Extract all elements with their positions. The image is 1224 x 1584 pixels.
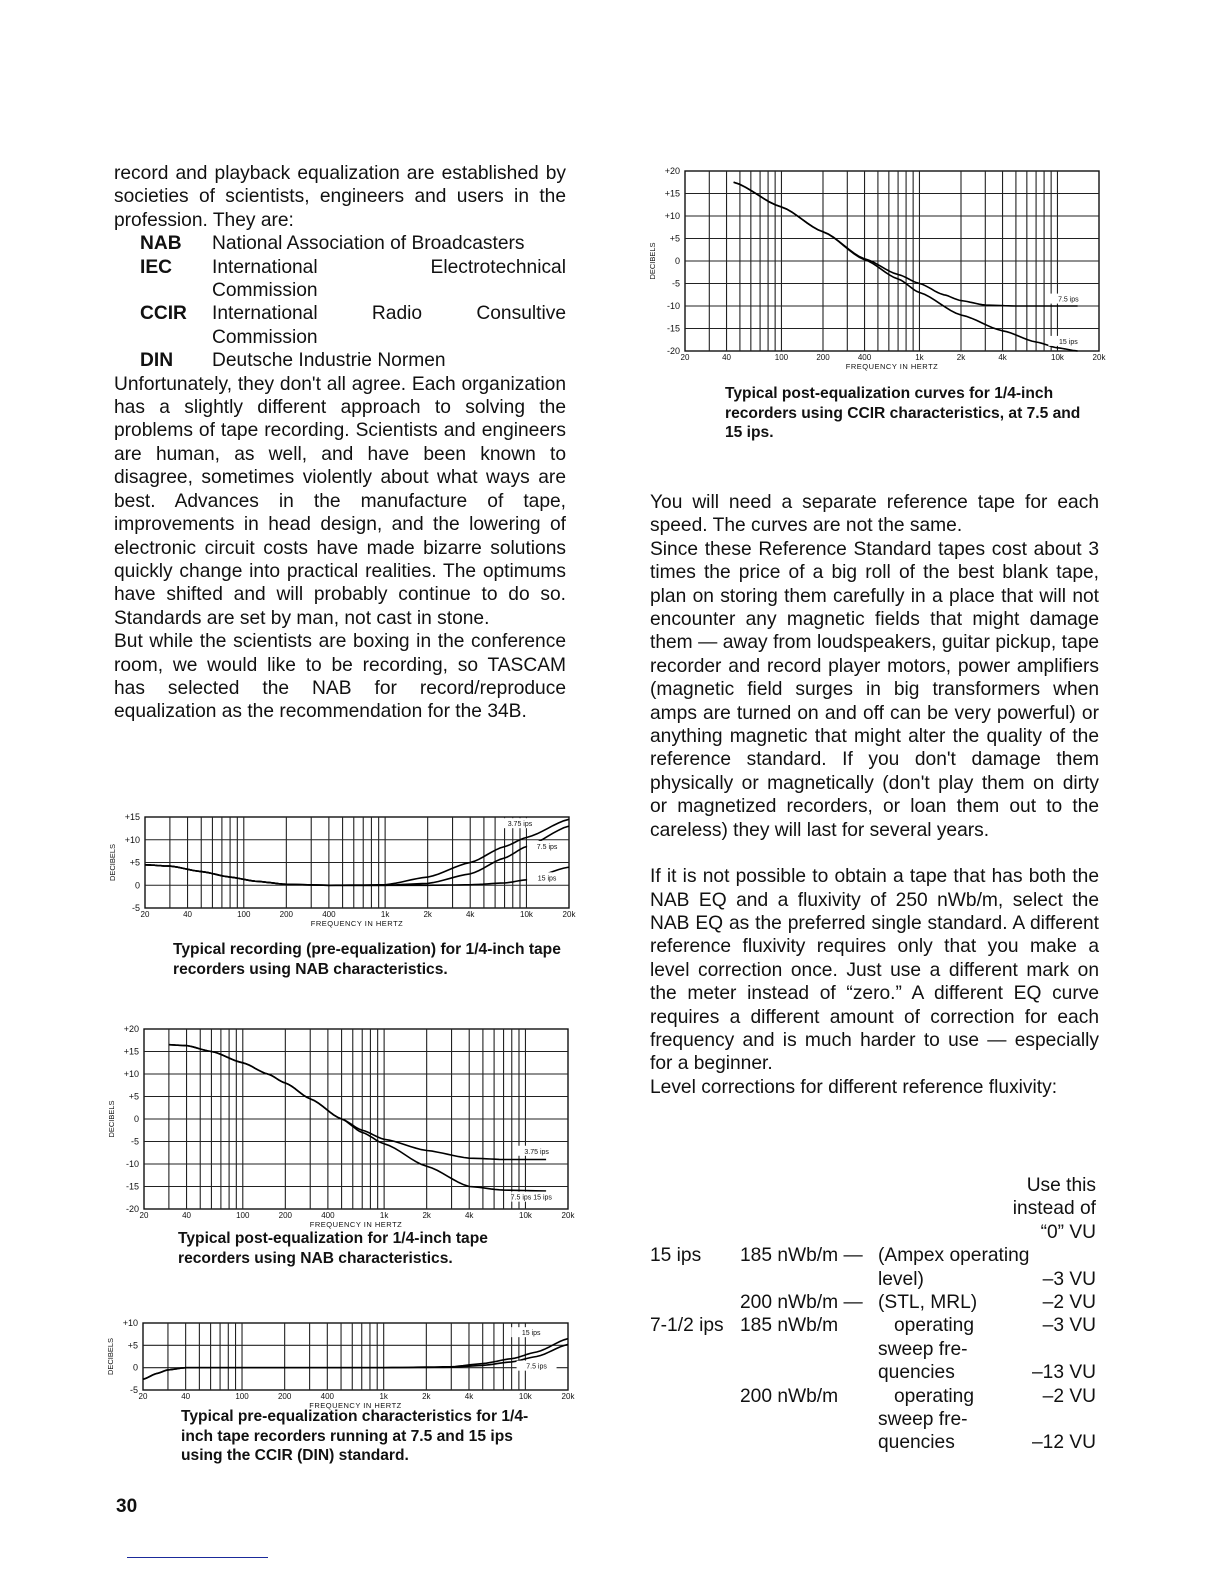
svg-text:200: 200 bbox=[816, 353, 830, 362]
svg-text:+5: +5 bbox=[669, 233, 680, 244]
svg-text:+10: +10 bbox=[122, 1318, 138, 1328]
table-row bbox=[650, 1408, 1096, 1431]
svg-text:+10: +10 bbox=[124, 834, 140, 845]
svg-text:+20: +20 bbox=[123, 1024, 139, 1034]
abbreviation-definition: International Radio Consultive Commission bbox=[212, 303, 566, 348]
svg-text:1k: 1k bbox=[379, 1392, 388, 1401]
svg-text:4k: 4k bbox=[998, 353, 1007, 362]
abbreviation-definition: National Association of Broadcasters bbox=[212, 233, 525, 255]
svg-text:+5: +5 bbox=[127, 1340, 138, 1351]
tape-speed: 15 ips bbox=[650, 1245, 702, 1267]
svg-text:0: 0 bbox=[133, 1114, 139, 1124]
svg-text:3.75 ips: 3.75 ips bbox=[524, 1148, 549, 1156]
fluxivity: 185 nWb/m — bbox=[740, 1245, 863, 1267]
nab-pre-equalization-caption: Typical recording (pre-equalization) for 1/4-inch tape recorders using NAB characteristics. bbox=[173, 941, 561, 978]
svg-text:FREQUENCY IN HERTZ: FREQUENCY IN HERTZ bbox=[310, 919, 404, 928]
svg-text:10k: 10k bbox=[1051, 353, 1064, 362]
table-header-row bbox=[650, 1174, 1096, 1197]
reference-tape-paragraph: You will need a separate reference tape for each speed. The curves are not the same. bbox=[650, 492, 1099, 537]
description: quencies bbox=[878, 1362, 955, 1384]
svg-text:400: 400 bbox=[857, 353, 872, 362]
abbreviation: NAB bbox=[140, 233, 182, 255]
table-row bbox=[650, 1291, 1096, 1314]
svg-text:DECIBELS: DECIBELS bbox=[648, 242, 657, 280]
table-row bbox=[650, 1268, 1096, 1291]
disagreement-paragraph: Unfortunately, they don't all agree. Each organization has a slightly different approach to solving the problems of tape recording. Scientists and engineers are human, as well, and have been known to disagree, sometimes violently about what ways are best. Advances in the manufacture of tape, improvements in head design, and the lowering of electronic circuit costs have made bizarre solutions quickly change into practical realities. The optimums have shifted and will probably continue to do so. Standards are set by man, not cast in stone. bbox=[114, 373, 566, 629]
svg-text:+20: +20 bbox=[664, 166, 680, 176]
svg-text:20: 20 bbox=[680, 353, 690, 362]
svg-text:-20: -20 bbox=[125, 1204, 139, 1214]
svg-text:FREQUENCY IN HERTZ: FREQUENCY IN HERTZ bbox=[309, 1401, 402, 1410]
ccir-post-equalization-caption: Typical post-equalization curves for 1/4-inch recorders using CCIR characteristics, at 7.5 and 15 ips. bbox=[725, 385, 1081, 441]
svg-text:400: 400 bbox=[320, 1392, 334, 1401]
svg-text:-10: -10 bbox=[125, 1159, 139, 1169]
intro-paragraph: record and playback equalization are established by societies of scientists, engineers and users in the profession. They are: bbox=[114, 163, 566, 231]
fluxivity: 200 nWb/m — bbox=[740, 1291, 863, 1313]
svg-text:7.5 ips: 7.5 ips bbox=[1058, 296, 1079, 304]
svg-text:+10: +10 bbox=[123, 1069, 139, 1079]
svg-text:2k: 2k bbox=[956, 353, 966, 362]
standards-list bbox=[114, 232, 566, 372]
svg-text:100: 100 bbox=[774, 353, 789, 362]
svg-text:10k: 10k bbox=[519, 1211, 532, 1220]
description: level) bbox=[878, 1268, 924, 1290]
svg-text:20: 20 bbox=[140, 910, 150, 919]
svg-text:100: 100 bbox=[237, 910, 251, 919]
svg-text:-20: -20 bbox=[666, 346, 680, 356]
svg-text:200: 200 bbox=[278, 1211, 293, 1220]
svg-text:FREQUENCY IN HERTZ: FREQUENCY IN HERTZ bbox=[309, 1220, 403, 1229]
svg-text:4k: 4k bbox=[464, 1392, 474, 1401]
svg-text:15 ips: 15 ips bbox=[1059, 338, 1078, 346]
svg-text:400: 400 bbox=[322, 910, 336, 919]
standards-list-item bbox=[114, 256, 566, 303]
ccir-pre-equalization-chart bbox=[103, 1315, 588, 1418]
level-corrections-intro: Level corrections for different reference fluxivity: bbox=[650, 1076, 1058, 1098]
table-header-row bbox=[650, 1221, 1096, 1244]
svg-text:DECIBELS: DECIBELS bbox=[108, 843, 117, 882]
table-row bbox=[650, 1338, 1096, 1361]
svg-text:200: 200 bbox=[279, 910, 294, 919]
svg-text:+15: +15 bbox=[123, 1046, 139, 1057]
svg-text:20: 20 bbox=[138, 1392, 148, 1401]
table-row bbox=[650, 1431, 1096, 1454]
svg-text:-10: -10 bbox=[666, 301, 680, 311]
page-number: 30 bbox=[116, 1496, 138, 1517]
svg-text:-5: -5 bbox=[671, 278, 680, 289]
description: (STL, MRL) bbox=[878, 1291, 978, 1313]
svg-text:-15: -15 bbox=[666, 323, 680, 334]
svg-text:DECIBELS: DECIBELS bbox=[107, 1100, 116, 1138]
abbreviation: IEC bbox=[140, 256, 172, 278]
svg-text:3.75 ips: 3.75 ips bbox=[507, 821, 533, 829]
storage-paragraph: Since these Reference Standard tapes cost about 3 times the price of a big roll of the best blank tape, plan on storing them carefully in a place that will not encounter any magnetic fields that might damage them — away from loudspeakers, guitar pickup, tape recorder and record player motors, power amplifiers (magnetic field surges in big transformers when amps are turned on and off can be very powerful) or anything magnetic that might alter the quality of the reference standard. If you don't damage them physically or magnetically (don't play them on dirty or magnetized recorders, or loan them out to the careless) they will last for several years. bbox=[650, 538, 1099, 841]
svg-text:10k: 10k bbox=[518, 1392, 532, 1401]
svg-text:DECIBELS: DECIBELS bbox=[106, 1337, 115, 1376]
svg-text:400: 400 bbox=[321, 1211, 335, 1220]
standards-list-item bbox=[114, 232, 566, 255]
svg-text:0: 0 bbox=[132, 1362, 138, 1373]
level-correction-table bbox=[650, 1174, 1096, 1455]
fluxivity: 200 nWb/m bbox=[740, 1385, 839, 1407]
description: quencies bbox=[878, 1432, 955, 1454]
svg-text:1k: 1k bbox=[379, 1211, 389, 1220]
nab-eq-fluxivity-paragraph: If it is not possible to obtain a tape that has both the NAB EQ and a fluxivity of 250 nWb/m, select the NAB EQ as the preferred single standard. A different reference fluxivity requires only that you make a level correction once. Just use a different mark on the meter instead of “zero.” A different EQ curve requires a different amount of correction for each frequency and is much harder to use — especially for a beginner. bbox=[650, 866, 1099, 1075]
nab-post-equalization-chart bbox=[104, 1021, 588, 1237]
svg-text:FREQUENCY IN HERTZ: FREQUENCY IN HERTZ bbox=[845, 362, 939, 371]
vu-value: –2 VU bbox=[1042, 1385, 1096, 1407]
svg-text:20k: 20k bbox=[1092, 353, 1106, 362]
svg-text:1k: 1k bbox=[915, 353, 924, 362]
abbreviation-definition: International Electrotechnical Commission bbox=[212, 256, 566, 302]
svg-text:-5: -5 bbox=[130, 1136, 139, 1147]
svg-text:7.5 ips: 7.5 ips bbox=[536, 843, 558, 851]
svg-text:100: 100 bbox=[236, 1211, 250, 1220]
svg-text:1k: 1k bbox=[380, 910, 390, 919]
description: operating bbox=[878, 1315, 975, 1337]
description: sweep fre- bbox=[878, 1338, 968, 1360]
table-row bbox=[650, 1361, 1096, 1384]
standards-list-item bbox=[114, 302, 566, 349]
table-header: instead of bbox=[1012, 1198, 1096, 1220]
vu-value: –2 VU bbox=[1042, 1291, 1096, 1313]
svg-text:+5: +5 bbox=[128, 1091, 139, 1102]
standards-list-item bbox=[114, 349, 566, 372]
fluxivity: 185 nWb/m bbox=[740, 1315, 839, 1337]
svg-text:-5: -5 bbox=[131, 903, 140, 913]
table-row bbox=[650, 1244, 1096, 1267]
svg-text:4k: 4k bbox=[464, 1211, 474, 1220]
footer-rule bbox=[127, 1557, 268, 1558]
vu-value: –12 VU bbox=[1032, 1432, 1096, 1454]
svg-text:0: 0 bbox=[674, 256, 680, 266]
description: operating bbox=[878, 1385, 975, 1407]
table-header: Use this bbox=[1026, 1175, 1096, 1196]
svg-text:20k: 20k bbox=[561, 1211, 575, 1220]
svg-text:40: 40 bbox=[183, 910, 192, 919]
svg-text:2k: 2k bbox=[422, 1211, 431, 1220]
table-row bbox=[650, 1385, 1096, 1408]
abbreviation: CCIR bbox=[140, 303, 187, 325]
svg-text:+5: +5 bbox=[129, 857, 140, 868]
svg-text:40: 40 bbox=[722, 353, 731, 362]
svg-text:200: 200 bbox=[277, 1392, 292, 1401]
ccir-post-equalization-chart bbox=[645, 163, 1119, 379]
vu-value: –3 VU bbox=[1042, 1268, 1096, 1290]
svg-text:+15: +15 bbox=[124, 812, 140, 822]
table-header: “0” VU bbox=[1040, 1221, 1096, 1243]
table-header-row bbox=[650, 1197, 1096, 1220]
svg-text:-5: -5 bbox=[129, 1385, 138, 1395]
svg-text:15 ips: 15 ips bbox=[537, 875, 557, 883]
svg-text:-15: -15 bbox=[125, 1181, 139, 1192]
svg-text:0: 0 bbox=[134, 880, 140, 891]
nab-pre-equalization-chart bbox=[105, 809, 589, 936]
svg-text:2k: 2k bbox=[423, 910, 432, 919]
svg-text:20k: 20k bbox=[562, 910, 576, 919]
table-row bbox=[650, 1314, 1096, 1337]
right-column bbox=[650, 491, 1099, 1099]
tape-speed: 7-1/2 ips bbox=[650, 1315, 724, 1337]
description: sweep fre- bbox=[878, 1408, 968, 1430]
svg-text:20k: 20k bbox=[561, 1392, 575, 1401]
nab-post-equalization-caption: Typical post-equalization for 1/4-inch tape recorders using NAB characteristics. bbox=[178, 1230, 488, 1267]
svg-text:100: 100 bbox=[235, 1392, 249, 1401]
svg-text:10k: 10k bbox=[520, 910, 533, 919]
vu-value: –3 VU bbox=[1042, 1315, 1096, 1337]
svg-text:+15: +15 bbox=[664, 188, 680, 199]
abbreviation-definition: Deutsche Industrie Normen bbox=[212, 350, 446, 372]
ccir-pre-equalization-caption: Typical pre-equalization characteristics for 1/4-inch tape recorders running at 7.5 and 15 ips using the CCIR (DIN) standard. bbox=[181, 1408, 529, 1464]
abbreviation: DIN bbox=[140, 350, 174, 372]
svg-text:15 ips: 15 ips bbox=[521, 1330, 541, 1338]
svg-text:+10: +10 bbox=[664, 211, 680, 221]
vu-value: –13 VU bbox=[1032, 1362, 1096, 1384]
svg-text:2k: 2k bbox=[422, 1392, 431, 1401]
svg-text:7.5 ips 15 ips: 7.5 ips 15 ips bbox=[510, 1194, 552, 1202]
svg-text:40: 40 bbox=[181, 1392, 191, 1401]
svg-text:40: 40 bbox=[182, 1211, 191, 1220]
tascam-nab-paragraph: But while the scientists are boxing in the conference room, we would like to be recording, so TASCAM has selected the NAB for record/reproduce equalization as the recommendation for the 34B. bbox=[114, 631, 566, 723]
description: (Ampex operating bbox=[878, 1245, 1030, 1267]
left-column bbox=[114, 162, 566, 724]
svg-text:4k: 4k bbox=[465, 910, 475, 919]
svg-text:7.5 ips: 7.5 ips bbox=[526, 1363, 547, 1371]
svg-text:20: 20 bbox=[139, 1211, 149, 1220]
